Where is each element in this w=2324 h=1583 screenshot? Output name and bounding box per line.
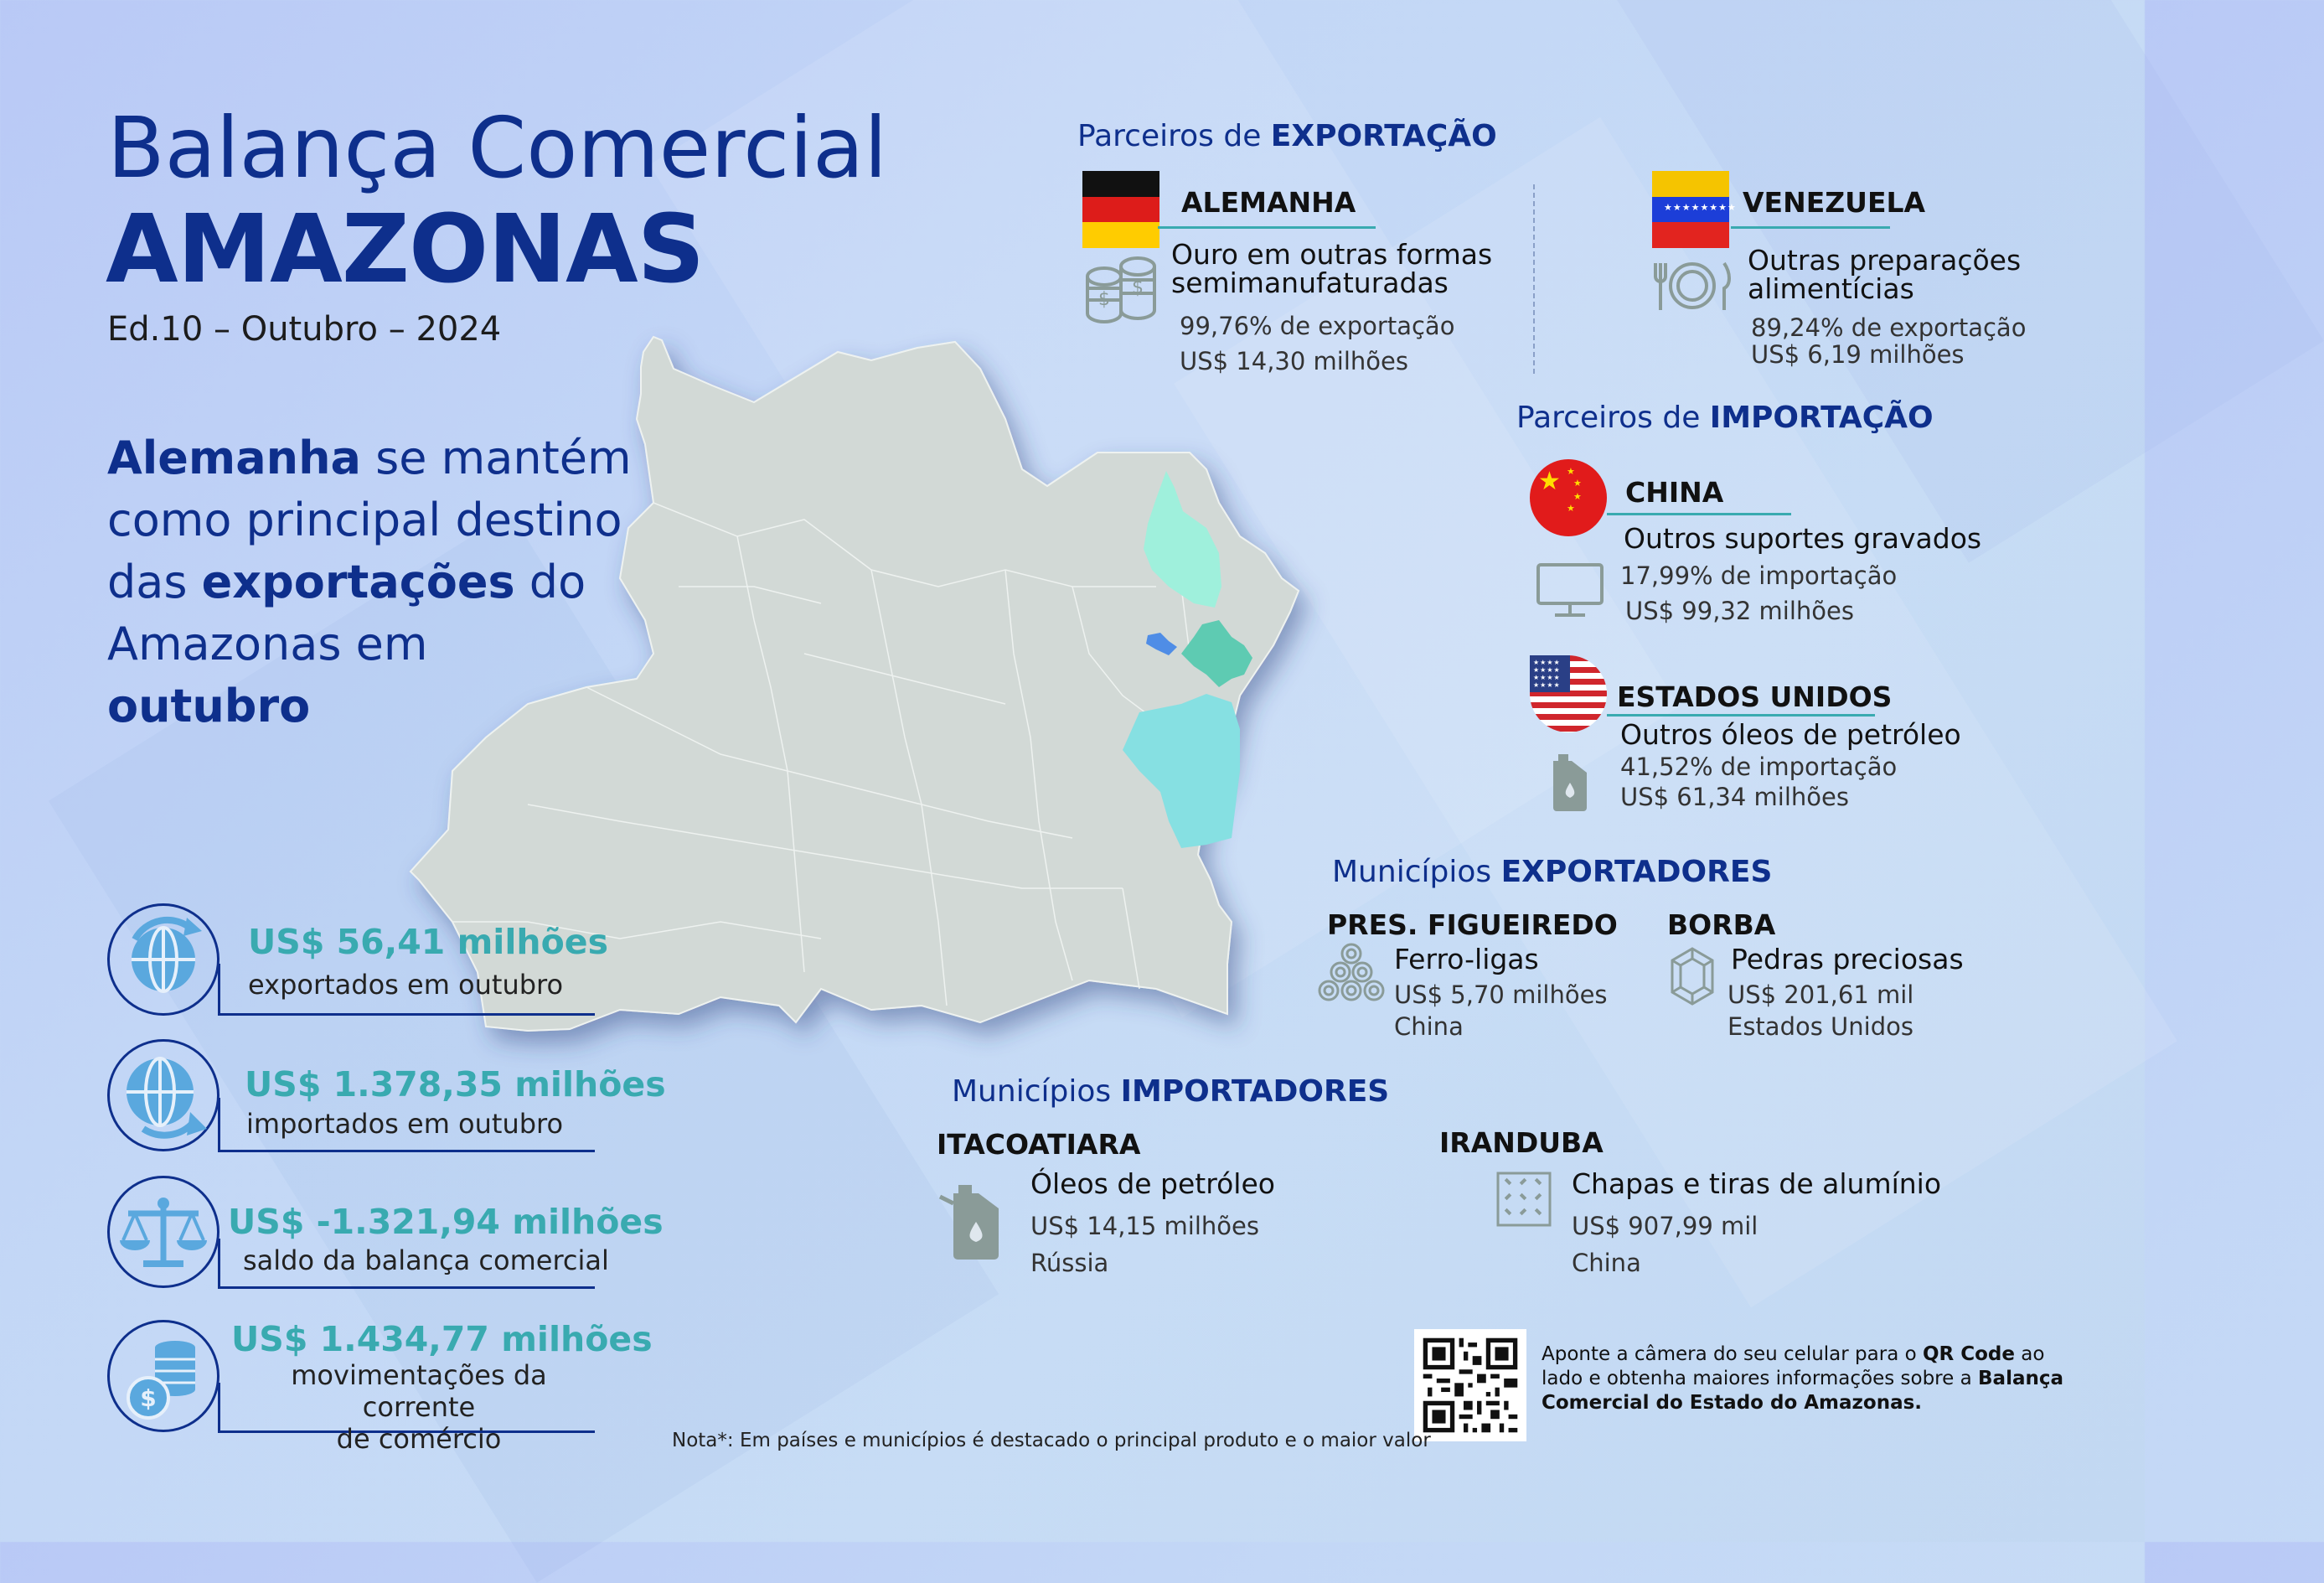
gem-icon (1667, 945, 1717, 1007)
import-municipality-product: Chapas e tiras de alumínio (1572, 1167, 1942, 1200)
export-partner-value: US$ 14,30 milhões (1180, 347, 1408, 375)
import-municipalities-title: Municípios IMPORTADORES (952, 1074, 1390, 1109)
monitor-icon (1535, 561, 1605, 620)
export-municipality-name: PRES. FIGUEIREDO (1327, 908, 1618, 941)
edition-label: Ed.10 – Outubro – 2024 (107, 310, 502, 349)
qr-code[interactable] (1414, 1329, 1526, 1441)
scale-icon (110, 1178, 217, 1286)
svg-text:$: $ (1098, 289, 1110, 310)
import-partner-product: Outros óleos de petróleo (1620, 718, 1961, 751)
import-partner-share: 41,52% de importação (1620, 753, 1898, 781)
import-partner-country: CHINA (1625, 476, 1724, 509)
stat-trade-value: US$ 1.434,77 milhões (231, 1319, 653, 1359)
export-municipality-value: US$ 201,61 mil (1728, 980, 1914, 1009)
export-municipality-name: BORBA (1667, 908, 1776, 941)
svg-text:$: $ (1132, 277, 1144, 298)
stat-trade-label: movimentações da corrente de comércio (291, 1359, 547, 1455)
svg-text:$: $ (140, 1384, 157, 1412)
page-title: AMAZONAS (106, 195, 705, 304)
stat-trade-icon-circle (107, 1320, 219, 1432)
fuel-can-icon (937, 1182, 1007, 1260)
headline-country: Alemanha (107, 432, 361, 484)
stat-import-label: importados em outubro (246, 1108, 564, 1140)
export-municipality-destination: China (1394, 1012, 1464, 1041)
export-partner-product: Ouro em outras formas semimanufaturadas (1171, 238, 1493, 299)
fuel-can-icon (1547, 753, 1593, 813)
export-partner-value: US$ 6,19 milhões (1751, 340, 1965, 369)
import-partner-value: US$ 99,32 milhões (1625, 597, 1854, 625)
stat-balance-value: US$ -1.321,94 milhões (228, 1202, 664, 1242)
headline: Alemanha se mantém como principal destino das exportações do Amazonas em outubro (107, 432, 632, 732)
stat-balance-label: saldo da balança comercial (243, 1244, 609, 1276)
globe-import-icon (110, 1042, 217, 1149)
import-municipality-origin: China (1572, 1249, 1641, 1277)
import-municipality-name: IRANDUBA (1439, 1126, 1604, 1159)
china-flag-icon: ★ ★ ★ ★ ★ (1530, 459, 1607, 536)
export-municipality-destination: Estados Unidos (1728, 1012, 1913, 1041)
import-partner-country: ESTADOS UNIDOS (1617, 680, 1893, 713)
venezuela-flag-icon: ★★★★★★★★ (1652, 171, 1729, 248)
stat-export-icon-circle (107, 903, 219, 1016)
footnote: Nota*: Em países e municípios é destacado o principal produto e o maior valor (672, 1430, 1431, 1451)
export-municipality-product: Ferro-ligas (1394, 943, 1539, 975)
export-partner-share: 99,76% de exportação (1180, 312, 1455, 340)
export-municipality-value: US$ 5,70 milhões (1394, 980, 1608, 1009)
partner-divider (1533, 184, 1535, 374)
export-partner-product: Outras preparações alimentícias (1748, 244, 2022, 305)
export-municipalities-title: Municípios EXPORTADORES (1332, 855, 1773, 889)
plate-cutlery-icon (1652, 256, 1733, 315)
metal-rods-icon (1315, 940, 1387, 1007)
import-municipality-value: US$ 14,15 milhões (1030, 1212, 1259, 1240)
stat-balance-icon-circle (107, 1176, 219, 1288)
stat-export-label: exportados em outubro (248, 969, 564, 1001)
coins-icon (110, 1322, 217, 1430)
import-partner-product: Outros suportes gravados (1624, 522, 1982, 555)
export-partner-country: VENEZUELA (1743, 186, 1926, 219)
stat-import-icon-circle (107, 1039, 219, 1151)
title-line1: Balança Comercial (107, 99, 888, 197)
qr-code-icon (1414, 1329, 1526, 1441)
stat-import-value: US$ 1.378,35 milhões (245, 1064, 666, 1104)
usa-flag-icon: ★★★★ ★★★★ ★★★★ ★★★★ (1530, 655, 1607, 732)
export-municipality-product: Pedras preciosas (1731, 943, 1964, 975)
globe-export-icon (110, 906, 217, 1013)
export-partner-country: ALEMANHA (1181, 186, 1356, 219)
import-municipality-origin: Rússia (1030, 1249, 1109, 1277)
export-partner-share: 89,24% de exportação (1751, 313, 2027, 342)
aluminum-sheet-icon (1495, 1170, 1553, 1229)
import-municipality-name: ITACOATIARA (937, 1128, 1141, 1161)
import-partners-title: Parceiros de IMPORTAÇÃO (1516, 401, 1934, 435)
import-municipality-value: US$ 907,99 mil (1572, 1212, 1758, 1240)
germany-flag-icon (1082, 171, 1159, 248)
import-partner-share: 17,99% de importação (1620, 561, 1898, 590)
export-partners-title: Parceiros de EXPORTAÇÃO (1077, 119, 1497, 153)
qr-instructions: Aponte a câmera do seu celular para o QR Code ao lado e obtenha maiores informações sobre a Balança Comercial do Estado do Amazonas. (1542, 1343, 2063, 1414)
import-partner-value: US$ 61,34 milhões (1620, 783, 1849, 811)
import-municipality-product: Óleos de petróleo (1030, 1167, 1275, 1200)
stat-export-value: US$ 56,41 milhões (248, 922, 608, 962)
coins-stack-icon (1081, 251, 1161, 327)
